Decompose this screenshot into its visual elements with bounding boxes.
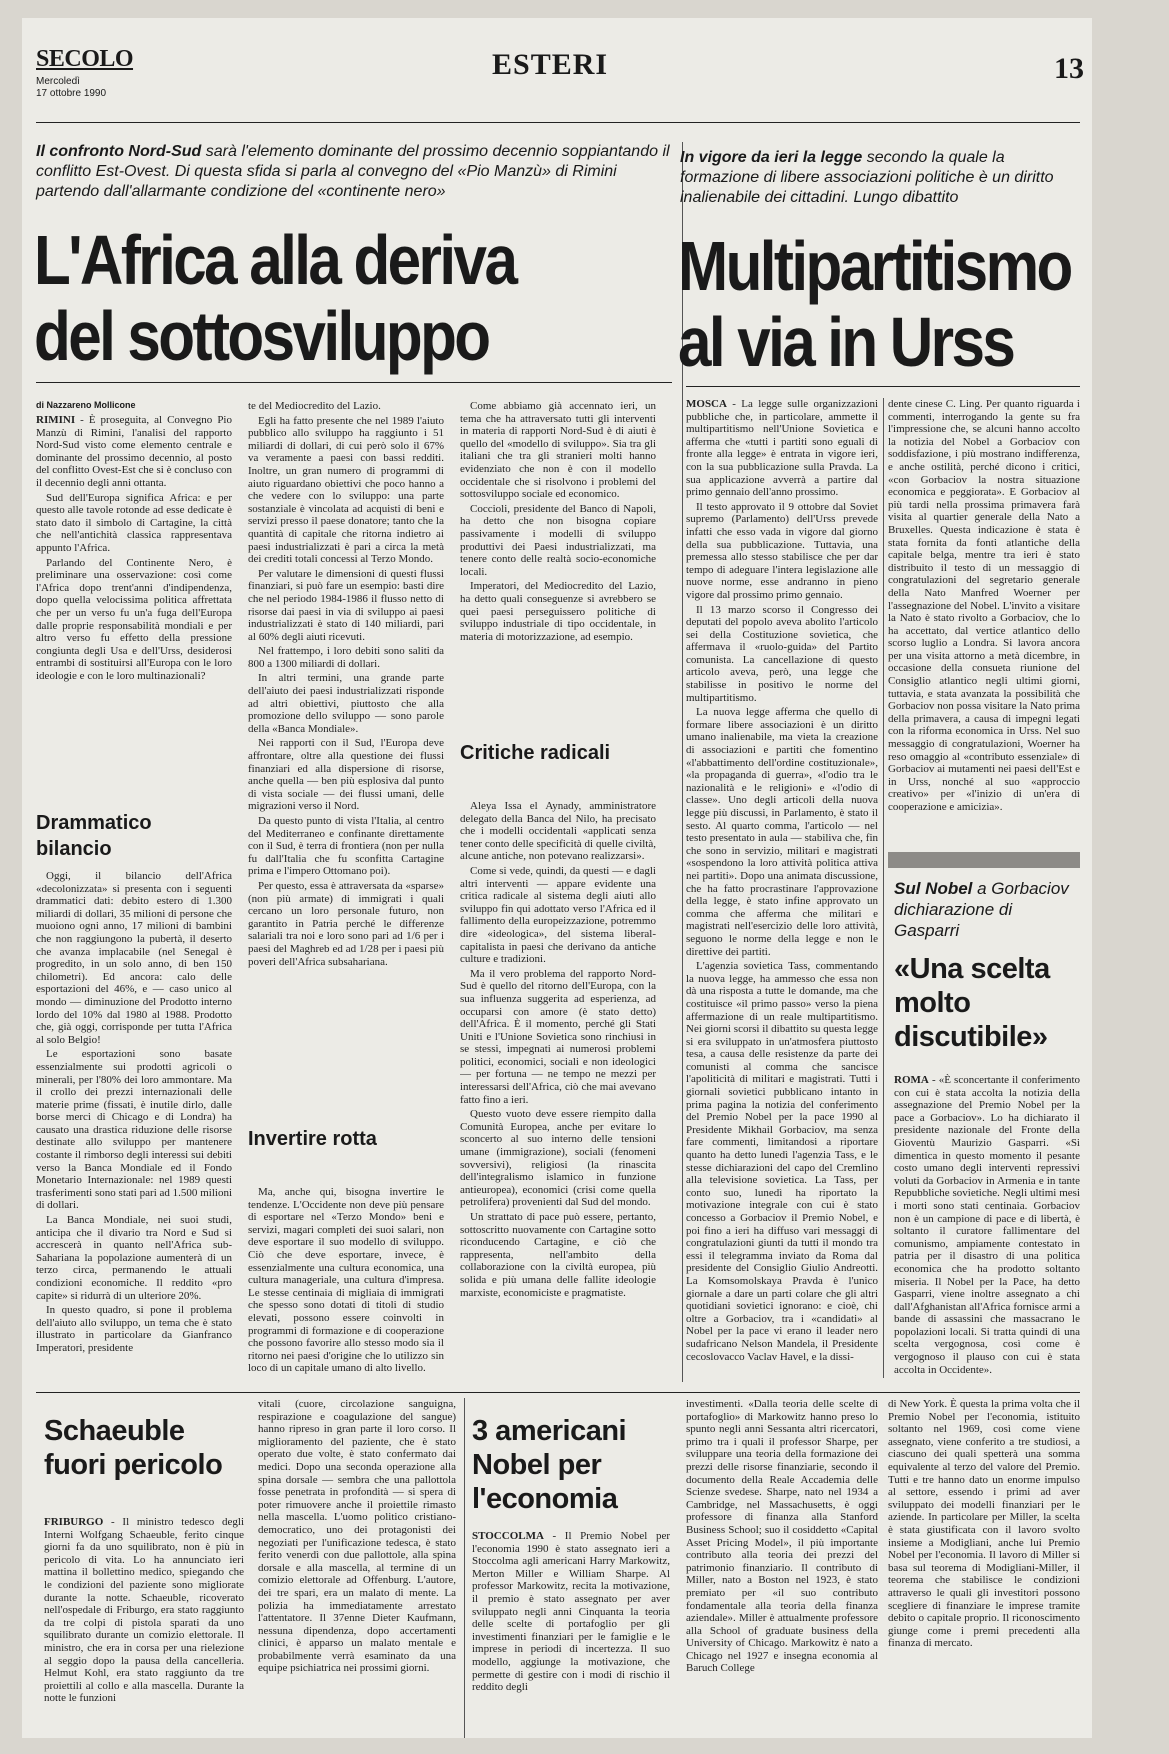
africa-kicker	[36, 142, 676, 202]
africa-headline	[34, 222, 515, 374]
urss-kicker-bold: In vigore da ieri la legge	[680, 149, 863, 166]
urss-paragraph: Il 13 marzo scorso il Congresso dei deputati del popolo aveva abolito l'articolo sei della Costituzione sovietica, che affermava il «ruolo-guida» del Partito comunista. La cancellazione di questo articolo aveva, però, una legge che stabilisse in positivo le norme del multipartitismo.	[686, 603, 878, 704]
schaeuble-dateline: FRIBURGO	[44, 1516, 104, 1528]
africa-subhead-3: Critiche radicali	[460, 742, 611, 764]
americani-headline: 3 americani Nobel per l'economia	[472, 1415, 627, 1515]
nobel-box-bar	[888, 852, 1080, 868]
americani-text-2	[686, 1398, 878, 1738]
africa-paragraph: Un strattato di pace può essere, pertanto, sottoscritto nuovamente con Cartagine sotto riconducendo Cartagine, e ciò che rappresenta, nell'ambito della collaborazione con la civiltà europea, più solida e più umana delle fallite ideologie marxiste, economiciste e pragmatiste.	[460, 1211, 656, 1299]
schaeuble-paragraph: vitali (cuore, circolazione sanguigna, respirazione e coagulazione del sangue) hanno ripreso in gran parte il loro corso. Il miglioramento del paziente, che è stato operato due volte, è stato confermato dai medici. Dopo una seconda operazione alla spina dorsale — sembra che una pallottola fosse penetrata in profondità — si spera di poter rimuovere anche il proiettile rimasto nella mascella. L'uomo politico cristiano-democratico, uno dei protagonisti dei negoziati per l'unificazione tedesca, è stato ferito venerdì con due pallottole, alla spina dorsale e alla mascella, al termine di un comizio elettorale ad Offenburg. L'autore, dei tre spari, era un malato di mente. La polizia ha immediatamente arrestato l'attentatore. Il 37enne Dieter Kaufmann, nessuna dipendenza, dopo accertamenti clinici, è apparso un malato mentale e probabilmente verrà esaminato da una equipe psichiatrica nei prossimi giorni.	[258, 1398, 456, 1675]
urss-headline-line1: Multipartitismo	[678, 227, 1071, 305]
urss-paragraph: Il testo approvato il 9 ottobre dal Soviet supremo (Parlamento) dell'Urss prevede infatti che esso vada in vigore dal giorno della sua pubblicazione. Tuttavia, una premessa allo stesso stabilisce che per dar tempo di adeguare l'intera legislazione alle nuove norme, esse andranno in pieno vigore dal prossimo primo gennaio.	[686, 500, 878, 601]
africa-paragraph: In questo quadro, si pone il problema dell'aiuto allo sviluppo, un tema che è stato illustrato in particolare da Gianfranco Imperatori, presidente	[36, 1304, 232, 1354]
urss-headline-line2: al via in Urss	[678, 303, 1014, 381]
africa-paragraph: Ma, anche qui, bisogna invertire le tendenze. L'Occidente non deve più pensare di esportare nel «Terzo Mondo» beni e servizi, magari completi dei suoi salari, non deve esportare il suo modello di sviluppo. Ciò che deve esportare, invece, è essenzialmente una cultura economica, una cultura manageriale, una cultura d'impresa. Le stesse centinaia di migliaia di immigrati che spesso sono dotati di titoli di studio elevati, possono essere coinvolti in programmi di formazione e di cooperazione che possono favorire allo stesso modo sia il ritorno nei paesi d'origine che lo utilizzo sin loco di un capitale umano di alto livello.	[248, 1186, 444, 1375]
africa-column-3b	[460, 800, 656, 1378]
africa-paragraph: Oggi, il bilancio dell'Africa «decolonizzata» si presenta con i seguenti drammatici dati: debito estero di 1.300 miliardi di dollari, 35 milioni di persone che muoiono ogni anno, 17 milioni di bambini che non raggiungono la pubertà, il deserto che avanza implacabile (nel Senegal è progredito, in un solo anno, di ben 150 chilometri). Ed ancora: calo delle esportazioni del 46%, e — caso unico al mondo — diminuzione del Prodotto interno lordo del 10% dal 1980 al 1988. Prodotto che, già oggi, corrisponde per tutta l'Africa al solo Belgio!	[36, 870, 232, 1046]
header-rule	[36, 122, 1080, 123]
issue-date	[36, 76, 106, 100]
nobel-kicker-text: a Gorbaciov dichiarazione di Gasparri	[894, 879, 1069, 940]
africa-paragraph: Nel frattempo, i loro debiti sono saliti da 800 a 1300 miliardi di dollari.	[248, 645, 444, 670]
africa-column-2b	[248, 1186, 444, 1378]
africa-column-1b	[36, 870, 232, 1378]
africa-column-2a	[248, 400, 444, 1116]
page-number: 13	[1054, 52, 1084, 85]
africa-paragraph: Sud dell'Europa significa Africa: e per questo alle tavole rotonde ad esse dedicate è stato dato il simbolo di Cartagine, la città che nell'antichità classica rappresentava appunto l'Africa.	[36, 491, 232, 554]
nobel-text	[894, 1074, 1080, 1378]
nobel-kicker	[894, 878, 1080, 941]
africa-paragraph: Come abbiamo già accennato ieri, un tema che ha attraversato tutti gli interventi in materia di rapporti Nord-Sud è di aiuti è quello del «modello di sviluppo». Sia tra gli italiani che tra gli stranieri molti hanno evidenziato che non è con il modello occidentale che si risolvono i problemi del sottosviluppo sociale ed economico.	[460, 400, 656, 501]
urss-column-1	[686, 398, 878, 1378]
bottom-section-rule	[36, 1392, 1080, 1393]
schaeuble-text-2	[258, 1398, 456, 1738]
urss-rule	[686, 386, 1080, 387]
africa-paragraph: Per valutare le dimensioni di questi flussi finanziari, si può fare un esempio: basti dire che nel periodo 1984-1986 il flusso netto di risorse dai paesi in via di sviluppo ai paesi industrializzati è stato di 140 miliardi, pari al 60% degli aiuti ricevuti.	[248, 567, 444, 643]
americani-paragraph: di New York. È questa la prima volta che il Premio Nobel per l'economia, istituito soltanto nel 1969, così come viene assegnato, viene conferito a tre studiosi, a ciascuno dei quali spetterà una somma equivalente al terzo del valore del Premio. Tutti e tre hanno dato un enorme impulso al settore, essendo i primi ad aver sviluppato dei modelli finanziari per le aziende. In particolare per Miller, la scelta è stata giustificata con il lavoro svolto insieme a Modigliani, anche lui Premio Nobel per l'economia. Il lavoro di Miller si basa sul teorema di Modigliani-Miller, il teorema che stabilisce le condizioni attraverso le quali gli investitori possono scegliere di finanziare le imprese tramite debito o capitale proprio. Il riconoscimento giunge come i premi precedenti alla finanza di mercato.	[888, 1398, 1080, 1650]
africa-byline: di Nazzareno Mollicone	[36, 400, 136, 410]
africa-headline-line2: del sottosviluppo	[34, 297, 489, 375]
africa-paragraph: Egli ha fatto presente che nel 1989 l'aiuto pubblico allo sviluppo ha raggiunto i 51 miliardi di dollari, di cui però solo il 67% va veramente a paesi con bassi redditi. Inoltre, un gran numero di programmi di aiuto riguardano obiettivi che poco hanno a che vedere con lo sviluppo: una parte sostanziale è vincolata ad acquisti di beni e servizi presso il paese donatore; tanto che la quantità di capitale che ritorna indietro ai paesi industrializzati è pari a circa la metà dei crediti totali concessi al Terzo Mondo.	[248, 414, 444, 566]
americani-text-3	[888, 1398, 1080, 1738]
africa-paragraph: Per questo, essa è attraversata da «sparse» (non più armate) di immigrati i quali cercano un loro personale futuro, non garantito in Patria perché le differenze salariali tra noi e loro sono pari ad 1/6 per i paesi del Maghreb ed ad 1/28 per i paesi più poveri dell'Africa subsahariana.	[248, 879, 444, 968]
africa-kicker-text: sarà l'elemento dominante del prossimo decennio soppiantando il conflitto Est-Ovest. Di questa sfida si parla al convegno del «Pio Manzù» di Rimini partendo dall'allarmante condizione del «continente nero»	[36, 143, 670, 200]
schaeuble-headline: Schaeuble fuori pericolo	[44, 1415, 223, 1481]
americani-dateline: STOCCOLMA	[472, 1530, 544, 1542]
urss-kicker	[680, 148, 1080, 208]
urss-dateline: MOSCA	[686, 398, 727, 410]
urss-column-2	[888, 398, 1080, 850]
africa-dateline: RIMINI	[36, 414, 76, 426]
africa-paragraph: Da questo punto di vista l'Italia, al centro del Mediterraneo e confinante direttamente con il Sud, è terra di frontiera (non per nulla fu dall'Italia che fu sconfitta Cartagine prima e l'impero Ottomano poi).	[248, 815, 444, 878]
bottom-divider-1	[464, 1398, 465, 1738]
africa-paragraph: Coccioli, presidente del Banco di Napoli, ha detto che non bisogna copiare passivamente i modelli di sviluppo produttivi dei Paesi industrializzati, ma tenere conto delle realtà socio-economiche locali.	[460, 502, 656, 578]
africa-subhead-2: Invertire rotta	[248, 1128, 377, 1150]
americani-paragraph: - Il Premio Nobel per l'economia 1990 è stato assegnato ieri a Stoccolma agli americani Harry Markowitz, Merton Miller e William Sharpe. Al professor Markowitz, recita la motivazione, il premio è stato assegnato per aver sviluppato negli anni Cinquanta la teoria delle scelte di portafoglio per gli investimenti finanziari per le famiglie e le imprese in periodi di incertezza. Il suo modello, aggiunge la motivazione, che permette di gestire con i modi di rischio il reddito degli	[472, 1530, 670, 1694]
urss-paragraph: L'agenzia sovietica Tass, commentando la nuova legge, ha ammesso che essa non dà una risposta a tutte le domande, ma che costituisce «il primo passo» verso la piena affermazione di un reale multipartitismo. Nei giorni scorsi il dibattito su questa legge si era sviluppato in un'atmosfera piuttosto tesa, a causa delle resistenze da parte dei comunisti al comma che sancisce l'apoliticità di militari e magistrati. Tutti i giornali sovietici pubblicano intanto in prima pagina la notizia del conferimento del Premio Nobel per la pace 1990 al Presidente Mikhail Gorbaciov, ma senza fare commenti, limitandosi a riportare quanto ha detto lunedì l'agenzia Tass, e le stesse dichiarazioni del capo del Cremlino alla televisione sovietica. La Tass, per conto suo, lunedì ha riportato la motivazione integrale con cui è stato concesso a Gorbaciov il Premio Nobel, e poi fino a ieri ha diffuso vari messaggi di congratulazioni giunti da tutti il mondo tra essi il telegramma inviato da Roma dal presidente del Consiglio Giulio Andreotti. La Komsomolskaya Pravda è l'unico giornale a dare un parti colare che gli altri quotidiani sovietici ignorano: e cioè, chi oltre a Gorbaciov, tra i «candidati» al Nobel per la pace vi erano il leader nero sudafricano Nelson Mandela, il Presidente cecoslovacco Vaclav Havel, e la dissi-	[686, 960, 878, 1363]
nobel-paragraph: - «È sconcertante il conferimento con cui è stata accolta la notizia della assegnazione del Premio Nobel per la pace a Gorbaciov». Lo ha dichiarato il presidente nazionale del Fronte della Gioventù Maurizio Gasparri. «Si dimentica in questo momento il pesante costo umano degli interventi repressivi voluti da Gorbaciov in Armenia e in tante Repubbliche sovietiche. Negli ultimi mesi i morti sono stati centinaia. Gorbaciov non è un campione di pace e di libertà, è soltanto il curatore fallimentare del comunismo, ampiamente contestato in patria per il disastro di una politica economica che ha prodotto soltanto miseria. Il Nobel per la Pace, ha detto Gasparri, viene inoltre assegnato a chi dall'Afghanistan all'Africa fornisce armi a bande di assassini che massacrano le popolazioni locali. Si tratta quindi di una scelta vergognosa, così come è vergognoso il plauso con cui è stata accolta in Occidente».	[894, 1074, 1080, 1376]
urss-column-divider	[883, 398, 884, 1378]
africa-kicker-bold: Il confronto Nord-Sud	[36, 143, 202, 160]
africa-rule	[36, 382, 672, 383]
section-title: ESTERI	[492, 48, 609, 81]
africa-paragraph: Imperatori, del Mediocredito del Lazio, ha detto quali conseguenze si avrebbero se quei paesi perseguissero politiche di sviluppo industriale di tipo occidentale, in materia di motorizzazione, ad esempio.	[460, 580, 656, 643]
africa-column-1a	[36, 414, 232, 804]
urss-paragraph: - La legge sulle organizzazioni pubbliche che, in particolare, ammette il multipartitismo nell'Unione Sovietica e afferma che «tutti i partiti sono eguali di fronte alla legge» è entrata in vigore ieri, con la sua pubblicazione sulla Pravda. La sua applicazione avverrà a partire dal primo gennaio dell'anno prossimo.	[686, 398, 878, 499]
newspaper-page	[22, 18, 1092, 1738]
urss-kicker-text: secondo la quale la formazione di libere associazioni politiche è un diritto inalienabile dei cittadini. Lungo dibattito	[680, 149, 1054, 206]
africa-paragraph: Le esportazioni sono basate essenzialmente sui prodotti agricoli o minerali, per l'80% dei loro ammontare. Ma il crollo dei prezzi internazionali delle materie prime (fissati, è inutile dirlo, dalle borse merci di Chicago e di Londra) ha causato una drastica riduzione delle risorse destinate allo sviluppo per mantenere costante il rimborso degli interessi sui debiti verso la Banca Mondiale ed il Fondo Monetario Internazionale: nel 1989 questi trasferimenti sono stati pari ad 1.500 milioni di dollari.	[36, 1048, 232, 1212]
africa-paragraph: Aleya Issa el Aynady, amministratore delegato della Banca del Nilo, ha precisato che i modelli occidentali «applicati senza tener conto delle specificità di quelle civiltà, alcune antiche, non potevano realizzarsi».	[460, 800, 656, 863]
africa-paragraph: In altri termini, una grande parte dell'aiuto dei paesi industrializzati risponde ad altri obiettivi, piuttosto che alla promozione dello sviluppo — sono parole della «Banca Mondiale».	[248, 672, 444, 735]
africa-paragraph: Questo vuoto deve essere riempito dalla Comunità Europea, anche per evitare lo sconcerto al suo interno delle tensioni umane (immigrazione), sociali (fenomeni sovversivi), religiosi (la rinascita dell'integralismo islamico in funzione antieuropea), economici (crisi come quella petrolifera) provenienti dal Sud del mondo.	[460, 1108, 656, 1209]
urss-headline	[678, 228, 1071, 380]
nobel-dateline: ROMA	[894, 1074, 929, 1086]
africa-paragraph: Parlando del Continente Nero, è preliminare una osservazione: così come l'Africa dopo trent'anni d'indipendenza, dopo quella velocissima politica affrettata che per un verso fu un'a fuga dell'Europa dalle proprie responsabilità mondiali e per altro verso fu effetto della pressione congiunta degli Usa e dell'Urss, desiderosi entrambi di sostituirsi all'Europa con le loro ideologie e con le loro multinazionali?	[36, 556, 232, 682]
americani-text-1	[472, 1530, 670, 1738]
africa-paragraph: Come si vede, quindi, da questi — e dagli altri interventi — appare evidente una critica radicale al sistema degli aiuti allo sviluppo fin qui adottato verso l'Africa ed il fallimento della europeizzazione, potremmo dire «ideologica», del sistema liberal-capitalista in paesi che derivano da antiche culture e tradizioni.	[460, 864, 656, 966]
americani-paragraph: investimenti. «Dalla teoria delle scelte di portafoglio» di Markowitz hanno preso lo spunto negli anni Sessanta altri ricercatori, primo tra i quali il professor Sharpe, per sviluppare una teoria della formazione dei prezzi delle risorse finanziarie, secondo il documento della Reale Accademia delle Scienze svedese. Sharpe, nato nel 1934 a Cambridge, nel Massachusetts, è oggi professore di finanza alla Stanford Business School; suo il cosiddetto «Capital Asset Pricing Model», il più importante contributo alla teoria dei prezzi del patrimonio finanziario. Il contributo di Miller, nato a Boston nel 1923, è stato premiato per «il suo contributo fondamentale alla teoria della finanza aziendale». Miller è attualmente professore alla School of graduate business della University of Chicago. Markowitz è nato a Chicago nel 1927 e insegna economia al Baruch College	[686, 1398, 878, 1675]
africa-paragraph: La Banca Mondiale, nei suoi studi, anticipa che il divario tra Nord e Sud si accrescerà in quanto nell'Africa sub-Sahariana la popolazione aumenterà di un terzo circa, permanendo le attuali condizioni economiche. Il reddito «pro capite» si ridurrà di un ulteriore 20%.	[36, 1214, 232, 1302]
urss-paragraph: dente cinese C. Ling. Per quanto riguarda i commenti, interrogando la gente su fra l'impressione che, se alcuni hanno accolto la notizia del Nobel a Gorbaciov con soddisfazione, i più mostrano indifferenza, e anche ostilità, perché dicono i critici, «con Gorbaciov la nostra situazione economica e peggiorata». E Gorbaciov al più tardi nella prossima primavera farà visita al quartier generale della Nato a Bruxelles. Questa indicazione è stata è stata fornita da fonti atlantiche della capitale belga, mentre tra ieri è stato distribuito il testo di un messaggio di congratulazioni del segretario generale della Nato Manfred Woerner per l'assegnazione del Nobel. L'invito a visitare la Nato è stato rivolto a Gorbaciov, che lo ha accettato, dal vertice atlantico dello scorso luglio a Londra. Si lavora ancora per una visita attorno a metà dicembre, in occasione della consueta riunione del Consiglio atlantico negli ultimi giorni, tuttavia, e stata avanzata la possibilità che Gorbaciov non possa visitare la Nato prima della primavera, a causa di impegni legati con la riforma economica in Urss. Nel suo messaggio di congratulazioni, Woerner ha reso omaggio al «contributo essenziale» di Gorbaciov ai mutamenti nei paesi dell'Est e in Urss, nonché al suo «approccio creativo» per «l'inizio di un'era di cooperazione e amicizia».	[888, 398, 1080, 813]
newspaper-logo: SECOLO	[36, 46, 134, 72]
issue-date-text: 17 ottobre 1990	[36, 88, 107, 99]
schaeuble-text-1	[44, 1516, 244, 1738]
schaeuble-paragraph: - Il ministro tedesco degli Interni Wolfgang Schaeuble, ferito cinque giorni fa da uno squilibrato, non è più in pericolo di vita. Lo ha annunciato ieri mattina il bollettino medico, spiegando che le condizioni del paziente sono migliorate durante la notte. Schaeuble, ricoverato nell'ospedale di Friburgo, era stato raggiunto da tre colpi di pistola sparati da uno squilibrato durante un comizio elettorale. Il ministro, che era in corsa per una rielezione al seggio dopo la pausa della cancelleria. Helmut Kohl, era stato raggiunto da tre proiettili al collo e alla mascella. Durante la notte le funzioni	[44, 1516, 244, 1705]
africa-column-3a	[460, 400, 656, 732]
nobel-kicker-bold: Sul Nobel	[894, 879, 973, 898]
africa-subhead-1: Drammatico bilancio	[36, 812, 152, 860]
africa-paragraph: Nei rapporti con il Sud, l'Europa deve affrontare, oltre alla questione dei flussi finanziari ed alla dispersione di risorse, anche quella — ben più esplosiva dal punto di vista sociale — dei flussi umani, delle migrazioni verso il Nord.	[248, 737, 444, 813]
africa-paragraph: te del Mediocredito del Lazio.	[248, 400, 381, 412]
africa-paragraph: - È proseguita, al Convegno Pio Manzù di Rimini, l'analisi del rapporto Nord-Sud visto come elemento centrale e dominante del prossimo decennio, al posto del conflitto Ovest-Est che si è concluso con il decennio degli anni ottanta.	[36, 414, 232, 489]
africa-paragraph: Ma il vero problema del rapporto Nord-Sud è quello del ritorno dell'Europa, con la sua influenza suggerita ad esperienza, ad occuparsi con amore (è stato detto) dell'Africa. È il momento, perché gli Stati Uniti e l'Unione Sovietica sono rinchiusi in se stessi, impegnati ai numerosi problemi politici, economici, sociali e non ideologici — per fortuna — ne tempo ne mezzi per interessarsi dell'Africa, ciò che mai avevano fatto fino a ieri.	[460, 967, 656, 1106]
issue-day: Mercoledì	[36, 76, 80, 87]
nobel-headline: «Una scelta molto discutibile»	[894, 953, 1050, 1053]
urss-paragraph: La nuova legge afferma che quello di formare libere associazioni è un diritto umano inalienabile, ma vieta la creazione di associazioni e partiti che fomentino «l'abbattimento dell'ordine costituzionale», «la propaganda di guerra», «l'odio tra le nazionalità e le religioni» e «l'odio di classe». Uno degli articoli della nuova legge più discussi, in Parlamento, è stato il sesto. Al quarto comma, l'articolo — nel testo presentato in aula — stabiliva che, fin che sono in servizio, militari e magistrati «sospendono la loro attività politica attiva nei partiti». Dopo una animata discussione, che ha fatto procrastinare l'approvazione della legge, è stato infine approvato un comma che afferma che militari e magistrati nell'esercizio delle loro attività, seguono le norme della legge e non le direttive dei partiti.	[686, 706, 878, 958]
africa-headline-line1: L'Africa alla deriva	[34, 221, 516, 299]
